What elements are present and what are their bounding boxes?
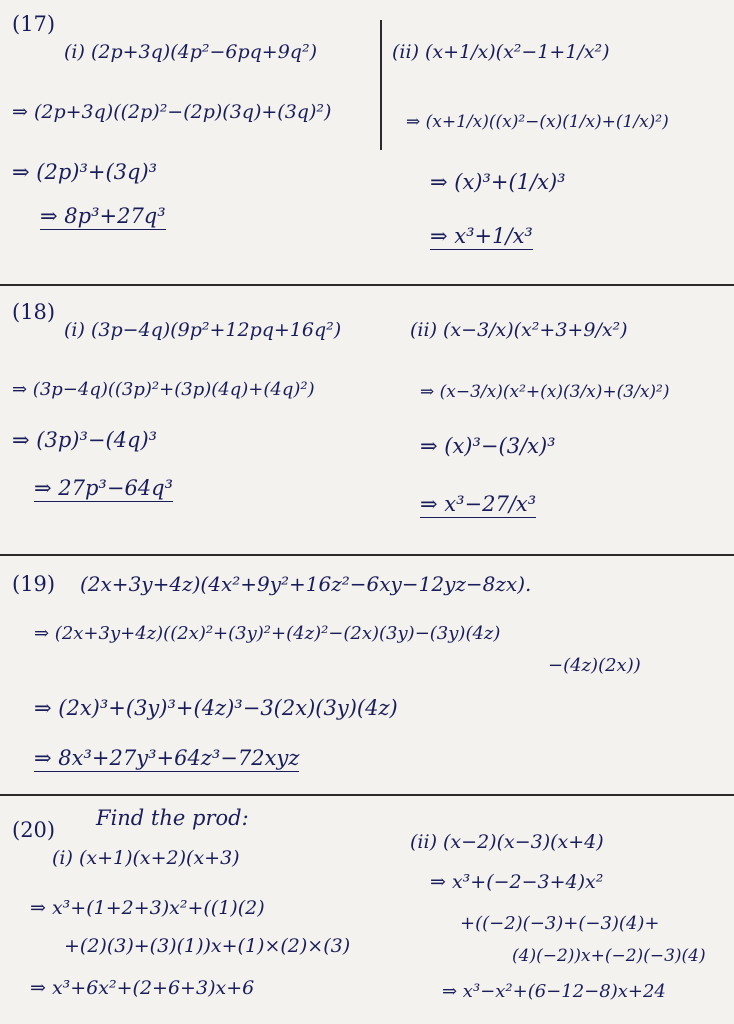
column-divider — [380, 20, 382, 150]
q18-i-line1: (i) (3p−4q)(9p²+12pq+16q²) — [64, 319, 342, 341]
q18-ii-line3: ⇒ (x)³−(3/x)³ — [420, 434, 556, 458]
divider-line — [0, 284, 734, 286]
question-number: (20) — [12, 818, 56, 842]
divider-line — [0, 794, 734, 796]
q17-ii-line2: ⇒ (x+1/x)((x)²−(x)(1/x)+(1/x)²) — [406, 112, 669, 132]
q20-i-line3: +(2)(3)+(3)(1))x+(1)×(2)×(3) — [64, 935, 351, 957]
q19-line2: ⇒ (2x+3y+4z)((2x)²+(3y)²+(4z)²−(2x)(3y)−(3y)(4z) — [34, 623, 501, 644]
q20-ii-line2: ⇒ x³+(−2−3+4)x² — [430, 871, 604, 893]
q20-ii-line1: (ii) (x−2)(x−3)(x+4) — [410, 831, 604, 853]
q17-i-line2: ⇒ (2p+3q)((2p)²−(2p)(3q)+(3q)²) — [12, 101, 332, 123]
q20-ii-line3: +((−2)(−3)+(−3)(4)+ — [460, 913, 660, 934]
q18-ii-line1: (ii) (x−3/x)(x²+3+9/x²) — [410, 319, 628, 341]
q20-i-line4: ⇒ x³+6x²+(2+6+3)x+6 — [30, 977, 255, 999]
q20-i-line1: (i) (x+1)(x+2)(x+3) — [52, 847, 240, 869]
q17-ii-line3: ⇒ (x)³+(1/x)³ — [430, 170, 566, 194]
q18-ii-line4: ⇒ x³−27/x³ — [420, 492, 537, 516]
q20-i-line2: ⇒ x³+(1+2+3)x²+((1)(2) — [30, 897, 265, 919]
question-number: (17) — [12, 12, 56, 36]
question-number: (18) — [12, 300, 56, 324]
q18-i-line3: ⇒ (3p)³−(4q)³ — [12, 428, 158, 452]
q20-ii-line5: ⇒ x³−x²+(6−12−8)x+24 — [442, 981, 666, 1002]
q18-i-line4: ⇒ 27p³−64q³ — [34, 476, 174, 500]
q19-line3: ⇒ (2x)³+(3y)³+(4z)³−3(2x)(3y)(4z) — [34, 696, 398, 720]
q19-line4: ⇒ 8x³+27y³+64z³−72xyz — [34, 746, 300, 770]
question-number: (19) — [12, 572, 56, 596]
q17-ii-line4: ⇒ x³+1/x³ — [430, 224, 533, 248]
q17-i-line4: ⇒ 8p³+27q³ — [40, 204, 166, 228]
q19-line2b: −(4z)(2x)) — [548, 655, 641, 676]
q20-ii-line4: (4)(−2))x+(−2)(−3)(4) — [512, 946, 706, 966]
q17-i-line3: ⇒ (2p)³+(3q)³ — [12, 160, 158, 184]
q18-i-line2: ⇒ (3p−4q)((3p)²+(3p)(4q)+(4q)²) — [12, 379, 315, 400]
q17-i-line1: (i) (2p+3q)(4p²−6pq+9q²) — [64, 41, 318, 63]
q19-line1: (2x+3y+4z)(4x²+9y²+16z²−6xy−12yz−8zx). — [80, 572, 532, 596]
q17-ii-line1: (ii) (x+1/x)(x²−1+1/x²) — [392, 41, 610, 63]
q18-ii-line2: ⇒ (x−3/x)(x²+(x)(3/x)+(3/x)²) — [420, 382, 670, 402]
q20-heading: Find the prod: — [96, 806, 249, 830]
divider-line — [0, 554, 734, 556]
